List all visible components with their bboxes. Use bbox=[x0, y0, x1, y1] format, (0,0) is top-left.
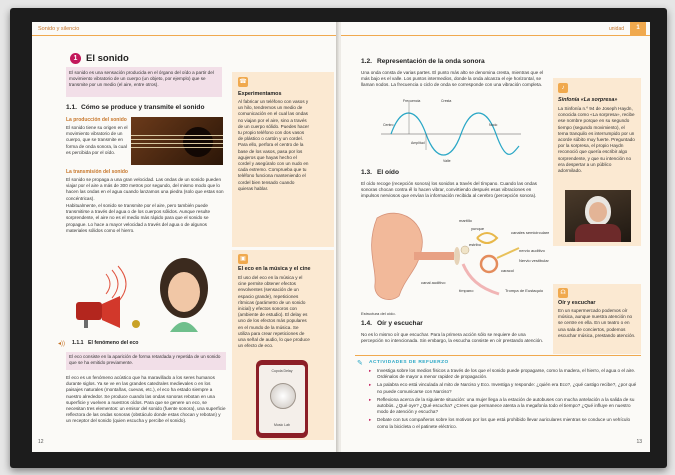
activity-item: ▸ Reflexiona acerca de la siguiente situación: una mujer llega a la estación de autobuses con mucha antelación a la salida de su autobús. ¿Qué oye? ¿Qué escucha? ¿Crees que permanece atenta a la megafonía todo el tiempo? ¿Qué influye en nuestro modo de atención y escucha? bbox=[369, 396, 635, 415]
ear-label: canales semicirculares bbox=[511, 230, 549, 235]
ear-label: caracol bbox=[501, 268, 514, 273]
sidebar-symphony bbox=[553, 78, 641, 246]
activity-item: ▸ La palabra eco está vinculada al mito de Narciso y Eco. Investiga y responde: ¿quién era Eco?, ¿qué castigo recibe?, ¿por qué no puede comunicarse con Narciso? bbox=[369, 382, 637, 394]
open-book bbox=[10, 8, 667, 468]
ear-label: tímpano bbox=[459, 288, 474, 293]
haydn-portrait bbox=[565, 190, 631, 242]
sidebar-title: Oír y escuchar bbox=[558, 300, 596, 306]
paragraph: No es lo mismo oír que escuchar. Para la primera acción sólo se requiere de una percepción no intencionada. Sin embargo, la escucha consiste en oír prestando atención. bbox=[361, 332, 544, 344]
ear-label: yunque bbox=[471, 226, 485, 231]
app-title: Cupola Delay bbox=[271, 369, 293, 373]
app-brand: Music Lab bbox=[274, 423, 290, 427]
subsection-title: El fenómeno del eco bbox=[88, 340, 139, 346]
activities-title: ACTIVIDADES DE REFUERZO bbox=[369, 360, 449, 365]
wave-label: Centro bbox=[383, 123, 394, 127]
definition-text: El eco consiste en la aparición de forma retardada y repetida de un sonido que se ha emitido previamente. bbox=[69, 354, 221, 366]
phone-icon: ☎ bbox=[239, 79, 247, 85]
sound-illustration bbox=[66, 244, 224, 332]
paragraph: Una onda consta de varias partes. El punto más alto se denomina cresta, mientras que el más bajo es el valle. Los puntos intermedios, donde la onda alcanza el eje horizontal, se llaman nodos. La frecuencia o ciclo de onda se corresponde con una vibración completa. bbox=[361, 70, 544, 88]
ear-label: martillo bbox=[459, 218, 472, 223]
sidebar-listening bbox=[553, 284, 641, 354]
unit-number: 1 bbox=[70, 53, 81, 64]
activities-box bbox=[355, 355, 641, 446]
wave-label: Valle bbox=[443, 159, 451, 163]
section-title: El oído bbox=[377, 169, 399, 176]
definition-box bbox=[66, 352, 226, 370]
section-title: Oír y escuchar bbox=[377, 320, 423, 327]
unit-label: unidad bbox=[608, 26, 624, 32]
running-title: Sonido y silencio bbox=[38, 26, 80, 32]
wave-label: Cresta bbox=[441, 99, 452, 103]
sidebar-experiment bbox=[232, 72, 334, 247]
pencil-icon: ✎ bbox=[357, 360, 363, 367]
page-title: El sonido bbox=[86, 53, 129, 64]
sidebar-text: El uso del eco en la música y el cine permite obtener efectos envolventes (sensación de un espacio grande), repeticiones rítmicas (parámetro de un sonido inicial) y efectos sonoros con (ambiente de estudio). El delay es uno de los efectos más populares en el mundo de la música. Se utiliza para crear repeticiones de una señal de audio, lo que produce un efecto de eco. bbox=[238, 275, 310, 349]
unit-number-badge: 1 bbox=[630, 22, 646, 35]
ear-label: estribo bbox=[469, 242, 482, 247]
headphones-icon: ☊ bbox=[558, 288, 568, 298]
volume-icon: ◂)) bbox=[58, 341, 66, 347]
page-header bbox=[32, 22, 338, 36]
sidebar-title: Sinfonía «La sorpresa» bbox=[558, 97, 618, 103]
section-title: Representación de la onda sonora bbox=[377, 58, 485, 65]
section-number: 1.2. bbox=[361, 58, 372, 65]
wave-label: Frecuencia bbox=[403, 99, 421, 103]
ear-diagram bbox=[359, 208, 549, 308]
left-page bbox=[32, 22, 338, 452]
wave-label: Amplitud bbox=[411, 141, 425, 145]
section-number: 1.4. bbox=[361, 320, 372, 327]
film-icon: ▣ bbox=[238, 254, 248, 264]
ear-label: nervio auditivo bbox=[519, 248, 545, 253]
page-number: 12 bbox=[38, 439, 44, 445]
sidebar-text: Al fabricar un teléfono con vasos y un hilo, tendremos un medio de comunicación en el cual las ondas no viajan por el aire, sino a través de un cuerpo sólido. Puedes hacer tu propio teléfono con dos vasos de plástico o cartón y un cordel. Para ello, perfora el centro de la base de los vasos, pasa por los agujeros que hayas hecho el cordel y asegúralo con un nudo en cada extremo. Comprueba que tu teléfono funciona manteniendo el cordel bien tensado cuando quieras hablar. bbox=[238, 99, 309, 191]
paragraph: Habitualmente, el sonido se transmite por el aire, pero también puede transmitirse a través del agua o de los cuerpos sólidos. Aunque resulte sorprendente, el aire no es el medio más rápido para que el sonido se propague. Lo hace a mayor velocidad a través del agua o de algunos materiales sólidos como el hierro. bbox=[66, 203, 211, 233]
intro-text: El sonido es una sensación producida en el órgano del oído a partir del movimiento vibratorio de un cuerpo (un objeto, por ejemplo) que se transmite por un medio (el aire, entre otros). bbox=[69, 70, 214, 88]
subsection-title: La transmisión del sonido bbox=[66, 169, 128, 175]
sidebar-text: La Sinfonía n.º 94 de Joseph Haydn, conocida como «La sorpresa», recibe ese nombre porque en su segundo tiempo (segundo movimiento), el tema tranquilo es interrumpido por un acorde súbito muy fuerte. Preguntado por la sorpresa, el propio Haydn reconoció que quería escribir algo sorprendente, y que su intención no era despertar a un público adormilado. bbox=[558, 106, 635, 174]
section-number: 1.1. bbox=[66, 104, 77, 111]
activity-item: ▸ Debate con tus compañeros sobre los motivos por los que está prohibido llevar auriculares mientras se conduce un vehículo como la bicicleta o el patinete eléctrico. bbox=[369, 417, 631, 429]
page-number: 13 bbox=[636, 439, 642, 445]
sidebar-title: Experimentamos bbox=[238, 91, 282, 97]
ear-label: canal auditivo bbox=[421, 280, 446, 285]
guitar-photo bbox=[131, 117, 223, 165]
paragraph: El oído recoge (recepción sonora) los sonidos a través del tímpano. Cuando las ondas sonoras chocan contra él lo hacen vibrar, convirtiendo después esas vibraciones en impulsos nerviosos que envían la información recibida al cerebro (percepción sonora). bbox=[361, 181, 537, 199]
intro-box bbox=[66, 67, 222, 97]
right-page bbox=[341, 22, 650, 452]
ear-label: Trompa de Eustaquio bbox=[505, 288, 544, 293]
activities-list bbox=[369, 368, 637, 430]
music-icon: ♪ bbox=[558, 83, 568, 93]
figure-caption: Estructura del oído. bbox=[361, 311, 396, 316]
paragraph: El eco es un fenómeno acústico que ha maravillado a los seres humanos durante siglos. Ya se ve en las grandes catedrales medievales o en los paisajes naturales (montañas, cuevas, etc.), el eco ha estado siempre a nuestro alrededor. Se produce cuando las ondas sonoras rebotan en una superficie y vuelven a nuestros oídos. Para que se genere un eco, se necesitan tres elementos: un emisor del sonido (fuente sonora), una superficie reflectora de las ondas sonoras (obstáculo donde estas chocan y rebotan) y un receptor del sonido (quien escucha y percibe el sonido). bbox=[66, 375, 226, 424]
wave-label: Nodo bbox=[489, 123, 498, 127]
sidebar-echo-music bbox=[232, 250, 334, 440]
delay-knob bbox=[270, 383, 296, 409]
paragraph: El sonido tiene su origen en el movimiento vibratorio de un cuerpo, que se transmite en forma de onda sonora, la cual es percibida por el oído. bbox=[66, 125, 128, 155]
section-number: 1.3. bbox=[361, 169, 372, 176]
section-title: Cómo se produce y transmite el sonido bbox=[81, 104, 205, 111]
paragraph: El sonido se propaga a una gran velocidad. Las ondas de un sonido pueden viajar por el aire a más de 300 metros por segundo, del mismo modo que lo hacen las ondas en el agua cuando lanzamos una piedra (solo que estas son concéntricas). bbox=[66, 177, 224, 201]
subsection-title: La producción del sonido bbox=[66, 117, 127, 123]
phone-mockup bbox=[256, 360, 308, 438]
wave-diagram bbox=[381, 96, 521, 166]
ear-label: Nervio vestibular bbox=[519, 258, 549, 263]
activity-item: ▸ Investiga sobre los medios físicos a través de los que el sonido puede propagarse, como la madera, el hierro, el agua o el aire. Ordénalos de mayor a menor rapidez de propagación. bbox=[369, 368, 636, 380]
page-header bbox=[341, 22, 650, 36]
subsection-number: 1.1.1 bbox=[72, 340, 84, 346]
sidebar-title: El eco en la música y el cine bbox=[238, 266, 311, 272]
sidebar-text: En un supermercado podemos oír música, aunque nuestra atención no se centre en ella. En un teatro o en una sala de conciertos, podemos escuchar música, prestando atención. bbox=[558, 308, 636, 338]
